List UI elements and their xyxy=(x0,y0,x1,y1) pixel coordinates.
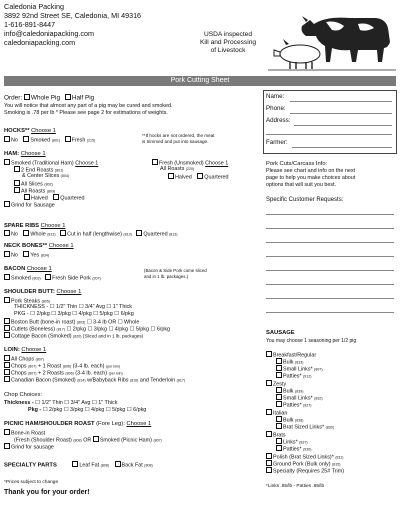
zesty-bulk-checkbox[interactable] xyxy=(276,387,282,393)
italian-links-code: (830) xyxy=(325,425,334,430)
back-fat-label: Back Fat xyxy=(121,462,143,469)
spare-whole-checkbox[interactable] xyxy=(23,230,29,236)
ham-end-roasts-label: 2 End Roasts xyxy=(21,167,54,174)
italian-bulk-code: (838) xyxy=(295,418,304,423)
bacon-note-1: (Bacon & Side Pork come sliced xyxy=(144,268,207,273)
steaks-thickness-options[interactable]: THICKNESS - ☐ 1/2" Thin ☐ 3/4" Avg ☐ 1" Thick xyxy=(14,304,132,310)
picnic-fresh-label: (Fresh (Shoulder Roast) xyxy=(14,437,72,444)
usda-line-2: Kill and Processing xyxy=(199,39,257,46)
address-field[interactable] xyxy=(294,125,392,126)
picnic-smoked-checkbox[interactable] xyxy=(93,436,99,442)
spare-ribs-heading xyxy=(4,223,65,230)
order-note-1: You will notice that almost any part of a pig may be cured and smoked. xyxy=(4,103,173,109)
order-row xyxy=(4,94,94,103)
sausage-ground-code: (815) xyxy=(332,462,341,467)
hocks-no-checkbox[interactable] xyxy=(4,136,10,142)
ham-quartered-checkbox[interactable] xyxy=(53,194,59,200)
picnic-grind-row xyxy=(4,443,54,451)
ham-smoked-checkbox[interactable] xyxy=(4,159,10,165)
loin-heading xyxy=(4,347,46,354)
sausage-brats-checkbox[interactable] xyxy=(266,431,272,437)
italian-bulk-label: Bulk xyxy=(283,417,294,424)
loin-chops-2-label: Chops xyxy=(11,370,27,377)
specialty-title: SPECIALTY PARTS xyxy=(4,462,57,469)
hocks-choose: Choose 1 xyxy=(31,128,56,134)
sausage-ground-label: Ground Pork (Bulk only) xyxy=(273,461,331,468)
sausage-specialty-label: Specialty (Requires 25# Trim) xyxy=(273,468,345,475)
pork-cuts-line-3: options that will suit you best. xyxy=(266,182,337,188)
hocks-fresh-checkbox[interactable] xyxy=(65,136,71,142)
loin-2-roasts-weight: (3-4 lb. each) xyxy=(75,370,108,377)
ham-fresh-choose: Choose 1 xyxy=(205,160,229,167)
whole-pig-checkbox[interactable] xyxy=(24,94,30,100)
ham-all-slices-checkbox[interactable] xyxy=(14,180,20,186)
address-label: Address: xyxy=(266,117,291,124)
sausage-note: You may choose 1 seasoning per 1/2 pig xyxy=(266,338,357,344)
hocks-note xyxy=(142,133,215,144)
usda-line-3: of Livestock xyxy=(210,47,246,54)
neck-no-label: No xyxy=(11,252,18,259)
spare-ribs-title: SPARE RIBS xyxy=(4,223,40,229)
ham-title: HAM: xyxy=(4,151,20,157)
ham-fresh-label: Fresh (Unsmoked) xyxy=(159,160,204,167)
neck-bones-heading xyxy=(4,243,74,250)
usda-statement xyxy=(186,31,270,55)
ham-fresh-quartered-checkbox[interactable] xyxy=(197,173,203,179)
ham-fresh-roasts-label: All Roasts xyxy=(160,166,185,172)
spare-no-checkbox[interactable] xyxy=(4,230,10,236)
spare-no-label: No xyxy=(11,231,18,238)
loin-1-roast-code: (806) xyxy=(62,364,72,369)
sausage-price-note: *Links .85/lb - Patties .65/lb xyxy=(266,484,325,489)
canadian-bacon-code: (814) xyxy=(77,378,86,383)
whole-pig-label: Whole Pig xyxy=(30,94,61,102)
tenderloin-code: (817) xyxy=(176,378,186,383)
half-pig-label: Half Pig xyxy=(71,94,95,102)
tenderloin-label: and Tenderloin xyxy=(139,377,176,384)
ham-halved-checkbox[interactable] xyxy=(24,194,30,200)
ham-all-slices-code: (802) xyxy=(44,182,53,187)
ham-fresh-halved-label: Halved xyxy=(175,174,192,181)
ham-center-label: & Center Slices xyxy=(22,173,60,179)
ham-end-roasts-code: (801) xyxy=(54,168,64,173)
breakfast-links-checkbox[interactable] xyxy=(276,365,282,371)
loin-all-chops-checkbox[interactable] xyxy=(4,355,10,361)
neck-yes-code: (834) xyxy=(40,253,50,258)
sausage-specialty-checkbox[interactable] xyxy=(266,467,272,473)
picnic-bone-in-checkbox[interactable] xyxy=(4,429,10,435)
bacon-choose: Choose 1 xyxy=(26,266,52,272)
chop-thickness-options[interactable]: ☐ 1/2" Thin ☐ 3/4" Avg ☐ 1" Thick xyxy=(35,400,118,406)
pork-steaks-label: Pork Steaks xyxy=(11,298,41,305)
zesty-links-code: (832) xyxy=(314,396,323,401)
back-fat-checkbox[interactable] xyxy=(115,461,121,467)
ham-halved-label: Halved xyxy=(31,195,48,202)
thank-you-message: Thank you for your order! xyxy=(4,489,90,496)
chop-choices-title: Chop Choices: xyxy=(4,392,43,398)
hocks-note-1: **If hocks are not ordered, the meat xyxy=(142,133,215,138)
canadian-bacon-label: Canadian Bacon (Smoked) xyxy=(11,377,76,384)
sausage-specialty-row xyxy=(266,467,344,475)
shoulder-butt-choose: Choose 1 xyxy=(56,289,82,295)
ham-fresh-halved-checkbox[interactable] xyxy=(168,173,174,179)
pork-steaks-code: (805) xyxy=(41,299,50,304)
cutlets-label: Cutlets (Boneless) xyxy=(11,326,56,333)
ham-center-row xyxy=(22,173,69,180)
ham-end-roasts-checkbox[interactable] xyxy=(14,166,20,172)
loin-1-roast-weight: (3-4 lb. each) xyxy=(72,363,105,370)
boston-butt-label: Boston Butt (bone-in roast) xyxy=(11,319,76,326)
bacon-fresh-code: (207) xyxy=(92,276,101,281)
picnic-fresh-code: (808) xyxy=(73,438,82,443)
sausage-italian-checkbox[interactable] xyxy=(266,409,272,415)
neck-yes-label: Yes xyxy=(30,252,40,259)
loin-2-roasts-per: (per loin) xyxy=(108,371,123,376)
sausage-zesty-label: Zesty xyxy=(273,381,287,388)
zesty-links-label: Small Links* xyxy=(283,395,313,402)
pork-cuts-title: Pork Cuts/Carcass Info: xyxy=(266,161,328,167)
bacon-smoked-checkbox[interactable] xyxy=(4,274,10,280)
requests-line-5[interactable] xyxy=(266,270,394,271)
picnic-or-label: OR xyxy=(83,437,92,444)
loin-chops-1-code: (807) xyxy=(28,364,37,369)
hocks-no-label: No xyxy=(11,137,18,144)
loin-2-roasts-code: (806) xyxy=(65,371,74,376)
requests-line-4[interactable] xyxy=(266,256,394,257)
loin-1-roast-per: (per loin) xyxy=(105,364,121,369)
address-field-line-2[interactable] xyxy=(266,134,392,135)
sausage-ground-checkbox[interactable] xyxy=(266,460,272,466)
ham-choose: Choose 1 xyxy=(20,151,46,157)
neck-yes-checkbox[interactable] xyxy=(23,251,29,257)
pork-steaks-checkbox[interactable] xyxy=(4,297,10,303)
ham-all-slices-label: All Slices xyxy=(21,181,43,188)
neck-bones-title: NECK BONES** xyxy=(4,243,48,249)
breakfast-patties-label: Patties* xyxy=(283,373,302,380)
leaf-fat-checkbox[interactable] xyxy=(72,461,78,467)
name-field[interactable] xyxy=(290,101,392,102)
brats-patties-code: (930) xyxy=(303,447,312,452)
sausage-zesty-patties xyxy=(276,401,311,409)
sausage-polish-code: (811) xyxy=(335,455,344,460)
sausage-zesty-checkbox[interactable] xyxy=(266,380,272,386)
brats-links-code: (837) xyxy=(299,440,308,445)
sausage-title: SAUSAGE xyxy=(266,330,295,336)
sausage-polish-label: Polish (Brat Sized Links)* xyxy=(273,454,334,461)
ham-all-roasts-label: All Roasts xyxy=(21,188,46,195)
loin-chops-1-roast-checkbox[interactable] xyxy=(4,362,10,368)
picnic-grind-checkbox[interactable] xyxy=(4,443,10,449)
back-fat-code: (808) xyxy=(144,463,153,468)
order-label: Order: xyxy=(4,94,23,102)
chop-package-label: Pkg - xyxy=(28,407,42,413)
specific-requests-title: Specific Customer Requests: xyxy=(266,197,344,203)
cottage-bacon-code: (820) xyxy=(73,334,82,339)
sausage-polish-checkbox[interactable] xyxy=(266,453,272,459)
company-email[interactable]: info@caledoniapacking.com xyxy=(4,29,95,38)
sausage-brats-label: Brats xyxy=(273,432,286,439)
phone-label: Phone: xyxy=(266,105,286,112)
hocks-fresh-label: Fresh xyxy=(71,137,86,144)
pig-icon xyxy=(274,39,320,69)
leaf-fat-label: Leaf Fat xyxy=(79,462,100,469)
breakfast-bulk-label: Bulk xyxy=(283,359,294,366)
order-note-2: Smoking is .78 per lb * Please see page 2 for estimations of weights. xyxy=(4,110,168,116)
ham-grind-checkbox[interactable] xyxy=(4,201,10,207)
breakfast-bulk-code: (833) xyxy=(295,360,304,365)
shoulder-butt-heading xyxy=(4,289,81,296)
livestock-logo-illustration xyxy=(266,2,398,74)
pork-cuts-line-1: Please see chart and info on the next xyxy=(266,168,356,174)
hocks-smoked-checkbox[interactable] xyxy=(23,136,29,142)
picnic-smoked-label: Smoked (Picnic Ham) xyxy=(99,437,152,444)
ham-fresh-roasts-code: (220) xyxy=(185,167,195,171)
requests-line-2[interactable] xyxy=(266,228,394,229)
italian-links-checkbox[interactable] xyxy=(276,423,282,429)
cutlets-package-options[interactable]: ☐ 2/pkg ☐ 3/pkg ☐ 4/pkg ☐ 5/pkg ☐ 6/pkg xyxy=(66,326,171,333)
ham-all-roasts-checkbox[interactable] xyxy=(14,187,20,193)
requests-line-8[interactable] xyxy=(266,312,394,313)
italian-bulk-checkbox[interactable] xyxy=(276,416,282,422)
hocks-fresh-code: (215) xyxy=(86,138,96,143)
half-pig-checkbox[interactable] xyxy=(65,94,71,100)
brats-links-checkbox[interactable] xyxy=(276,438,282,444)
requests-line-3[interactable] xyxy=(266,242,394,243)
ham-all-roasts-code: (809) xyxy=(46,189,56,194)
company-phone: 1-616-891-8447 xyxy=(4,20,56,29)
hocks-smoked-label: Smoked xyxy=(30,137,51,144)
ham-fresh-quartered-label: Quartered xyxy=(204,174,229,181)
name-label: Name: xyxy=(266,93,285,100)
cutlets-checkbox[interactable] xyxy=(4,325,10,331)
company-name: Caledonia Packing xyxy=(4,2,64,11)
hocks-options xyxy=(4,136,95,144)
bacon-title: BACON xyxy=(4,266,26,272)
ham-heading xyxy=(4,151,46,158)
farmer-field[interactable] xyxy=(292,147,392,148)
steaks-package-options[interactable]: PKG - ☐ 2/pkg ☐ 3/pkg ☐ 4/pkg ☐ 5/pkg ☐ 6/pkg xyxy=(14,311,134,317)
specialty-row xyxy=(4,461,153,469)
spare-cut-code: (813) xyxy=(123,232,132,237)
bacon-smoked-label: Smoked xyxy=(11,275,31,282)
zesty-links-checkbox[interactable] xyxy=(276,394,282,400)
boston-butt-size-options[interactable]: ☐ 3-4 lb OR ☐ Whole xyxy=(86,319,140,326)
picnic-heading xyxy=(4,421,151,428)
pork-cuts-line-2: page to help you make choices about xyxy=(266,175,356,181)
zesty-bulk-label: Bulk xyxy=(283,388,294,395)
bacon-fresh-checkbox[interactable] xyxy=(45,274,51,280)
bacon-heading xyxy=(4,266,52,273)
bacon-smoked-code: (803) xyxy=(32,276,41,281)
loin-1-roast-label: + 1 Roast xyxy=(37,363,62,370)
brats-patties-checkbox[interactable] xyxy=(276,445,282,451)
brats-patties-label: Patties* xyxy=(283,446,302,453)
spare-cut-label: Cut in half (lengthwise) xyxy=(67,231,122,238)
sausage-breakfast-patties xyxy=(276,372,311,380)
bacon-note xyxy=(144,268,207,279)
loin-all-chops-label: All Chops xyxy=(11,356,35,363)
ham-smoked-choose: Choose 1 xyxy=(75,160,99,167)
zesty-bulk-code: (839) xyxy=(295,389,304,394)
sausage-italian-links xyxy=(276,423,334,431)
spare-quartered-checkbox[interactable] xyxy=(136,230,142,236)
bacon-note-2: and in 1 lb. packages.) xyxy=(144,273,189,279)
picnic-title: PICNIC HAM/SHOULDER ROAST xyxy=(4,421,95,427)
breakfast-links-code: (807) xyxy=(314,367,323,372)
loin-chops-2-code: (807) xyxy=(28,371,37,376)
ham-smoked-label: Smoked (Traditional Ham) xyxy=(11,160,74,167)
loin-chops-1-label: Chops xyxy=(11,363,27,370)
canadian-bacon-checkbox[interactable] xyxy=(4,376,10,382)
neck-bones-options xyxy=(4,251,49,259)
picnic-choose: Choose 1 xyxy=(126,421,152,427)
picnic-bone-in-label: Bone-in Roast xyxy=(11,430,46,437)
hocks-title: HOCKS** xyxy=(4,128,30,134)
breakfast-bulk-checkbox[interactable] xyxy=(276,358,282,364)
spare-ribs-choose: Choose 1 xyxy=(40,223,66,229)
picnic-smoked-code: (807) xyxy=(153,438,162,443)
picnic-subtitle: (Fore Leg): xyxy=(96,421,125,427)
loin-title: LOIN: xyxy=(4,347,20,353)
neck-bones-choose: Choose 1 xyxy=(48,243,74,249)
hocks-heading xyxy=(4,128,56,135)
breakfast-links-label: Small Links* xyxy=(283,366,313,373)
spare-whole-code: (813) xyxy=(47,232,56,237)
italian-links-label: Brat Sized Links* xyxy=(283,424,325,431)
loin-all-chops-code: (807) xyxy=(35,357,44,362)
ham-grind-row xyxy=(4,201,55,209)
loin-choose: Choose 1 xyxy=(21,347,47,353)
sausage-brats-patties xyxy=(276,445,311,453)
chop-thickness-label: Thickness - xyxy=(4,400,34,406)
ham-quartered-label: Quartered xyxy=(60,195,85,202)
phone-field[interactable] xyxy=(290,113,392,114)
ham-grind-label: Grind for Sausage xyxy=(11,202,55,209)
ham-fresh-split-row xyxy=(168,173,229,181)
breakfast-patties-checkbox[interactable] xyxy=(276,372,282,378)
breakfast-patties-code: (912) xyxy=(303,374,312,379)
ham-center-code: (804) xyxy=(60,174,70,178)
usda-line-1: USDA inspected xyxy=(203,31,252,38)
boston-butt-code: (803) xyxy=(76,320,86,325)
spare-quartered-label: Quartered xyxy=(143,231,168,238)
cottage-bacon-label: Cottage Bacon (Smoked) xyxy=(11,333,72,340)
chop-thickness-row xyxy=(4,400,117,407)
spare-quartered-code: (813) xyxy=(169,232,178,237)
company-address: 3892 92nd Street SE, Caledonia, MI 49316 xyxy=(4,11,142,20)
neck-no-checkbox[interactable] xyxy=(4,251,10,257)
boston-butt-checkbox[interactable] xyxy=(4,318,10,324)
ham-fresh-roasts-row xyxy=(160,166,194,173)
sausage-italian-label: Italian xyxy=(273,410,288,417)
hocks-smoked-code: (801) xyxy=(51,138,61,143)
zesty-patties-checkbox[interactable] xyxy=(276,401,282,407)
prices-note: *Prices subject to change xyxy=(4,480,59,485)
cottage-bacon-note: (Sliced and in 1 lb. packages) xyxy=(82,333,144,339)
bacon-options xyxy=(4,274,101,282)
chop-package-row xyxy=(4,407,146,414)
chop-package-options[interactable]: ☐ 2/pkg ☐ 3/pkg ☐ 4/pkg ☐ 5/pkg ☐ 6/pkg xyxy=(42,407,147,413)
picnic-grind-label: Grind for sausage xyxy=(11,444,54,451)
babyback-ribs-code: (816) xyxy=(129,378,139,383)
brats-links-label: Links* xyxy=(283,439,298,446)
cutlets-code: (817) xyxy=(56,327,65,332)
bacon-fresh-label: Fresh Side Pork xyxy=(52,275,91,282)
sausage-breakfast-checkbox[interactable] xyxy=(266,351,272,357)
requests-line-1[interactable] xyxy=(266,214,394,215)
pork-cutting-sheet-banner: Pork Cutting Sheet xyxy=(4,76,396,86)
spare-cut-checkbox[interactable] xyxy=(60,230,66,236)
farmer-label: Farmer: xyxy=(266,139,288,146)
hocks-note-2: is trimmed and put into sausage. xyxy=(142,138,209,144)
leaf-fat-code: (808) xyxy=(100,463,109,468)
ham-fresh-checkbox[interactable] xyxy=(152,159,158,165)
spare-whole-label: Whole xyxy=(30,231,46,238)
babyback-ribs-label: w/Babyback Ribs xyxy=(87,377,129,384)
zesty-patties-label: Patties* xyxy=(283,402,302,409)
cottage-bacon-checkbox[interactable] xyxy=(4,332,10,338)
loin-2-roasts-label: + 2 Roasts xyxy=(37,370,64,377)
requests-line-6[interactable] xyxy=(266,284,394,285)
requests-line-7[interactable] xyxy=(266,298,394,299)
canadian-bacon-row xyxy=(4,376,185,384)
zesty-patties-code: (927) xyxy=(303,403,312,408)
spare-ribs-options xyxy=(4,230,177,238)
company-website[interactable]: caledoniapacking.com xyxy=(4,38,76,47)
loin-chops-2-roasts-checkbox[interactable] xyxy=(4,369,10,375)
shoulder-butt-title: SHOULDER BUTT: xyxy=(4,289,55,295)
cottage-bacon-row xyxy=(4,332,143,340)
sausage-breakfast-label: Breakfast/Regular xyxy=(273,352,317,359)
